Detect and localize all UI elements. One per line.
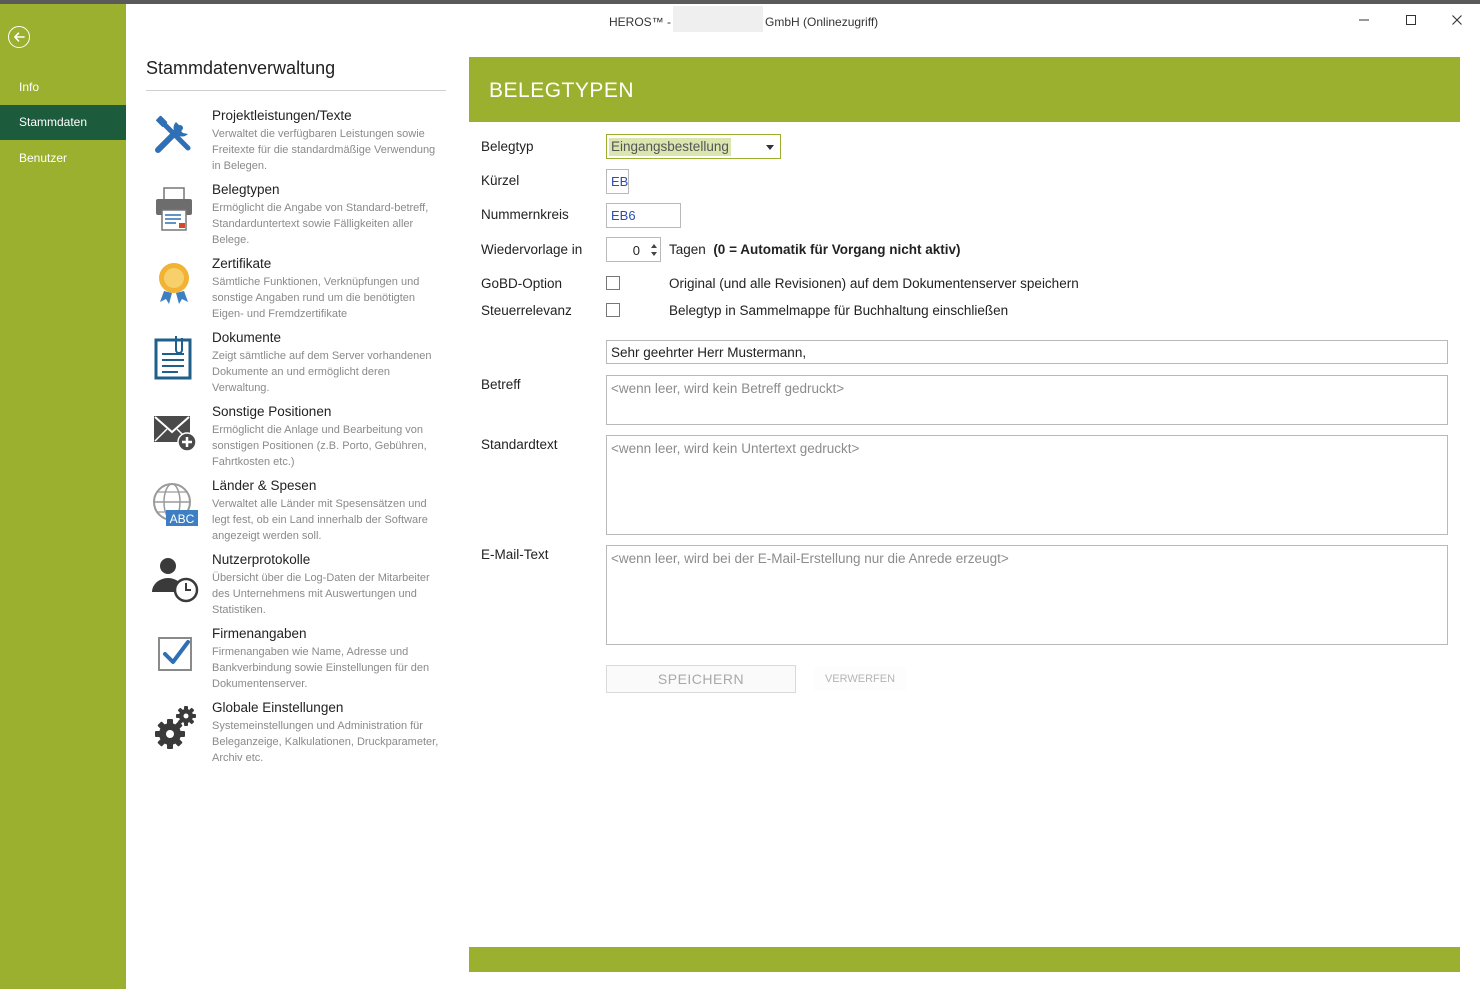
menu-item-title: Dokumente [212,330,282,345]
standardtext-textarea[interactable]: <wenn leer, wird kein Untertext gedruckt> [606,435,1448,535]
steuerrelevanz-checkbox[interactable] [606,303,620,317]
globe-abc-icon [150,480,200,530]
stepper-down-icon[interactable] [651,252,657,256]
footer-band [469,947,1460,972]
sidebar-item-stammdaten[interactable]: Stammdaten [0,105,126,140]
minimize-icon[interactable] [1352,10,1376,32]
menu-item-description: Firmenangaben wie Name, Adresse und Bankverbindung sowie Einstellungen für den Dokumentenserver. [212,646,430,690]
menu-item-title: Sonstige Positionen [212,404,332,419]
window-title-suffix: GmbH (Onlinezugriff) [765,15,879,30]
menu-item-description: Zeigt sämtliche auf dem Server vorhandenen Dokumente an und ermöglicht deren Verwaltung. [212,350,432,394]
title-bar [126,4,1480,40]
menu-item-firmenangaben[interactable] [146,626,446,698]
menu-item-description: Verwaltet alle Länder mit Spesensätzen und legt fest, ob ein Land innerhalb der Software angezeigt werden soll. [212,498,428,542]
menu-item-description: Systemeinstellungen und Administration für Beleganzeige, Kalkulationen, Druckparameter, Archiv etc. [212,720,439,764]
sidebar-item-info[interactable]: Info [19,80,40,94]
discard-button[interactable]: VERWERFEN [814,667,906,691]
mail-add-icon [150,406,200,456]
window-title-prefix: HEROS™ - [609,15,672,30]
sidebar [0,4,126,989]
menu-item-title: Belegtypen [212,182,280,197]
title-divider [146,90,446,91]
printer-icon [150,184,200,234]
document-icon [150,332,200,382]
belegtyp-label: Belegtyp [481,139,534,154]
svg-text:ABC: ABC [169,512,195,526]
kuerzel-label: Kürzel [481,173,520,188]
user-clock-icon [150,554,200,604]
kuerzel-input[interactable]: EB [606,169,629,194]
menu-item-title: Projektleistungen/Texte [212,108,352,123]
nummernkreis-label: Nummernkreis [481,207,569,222]
menu-item-belegtypen[interactable] [146,182,446,254]
save-button[interactable]: SPEICHERN [606,665,796,693]
chevron-down-icon[interactable] [766,145,774,150]
wiedervorlage-value: 0 [632,243,640,258]
menu-item-title: Zertifikate [212,256,272,271]
menu-item-title: Firmenangaben [212,626,307,641]
menu-item-description: Ermöglicht die Angabe von Standard-betreff, Standarduntertext sowie Fälligkeiten aller Belege. [212,202,429,246]
belegtyp-select[interactable] [606,134,781,159]
close-icon[interactable] [1445,10,1469,32]
steuerrelevanz-label: Steuerrelevanz [481,303,572,318]
menu-item-title: Globale Einstellungen [212,700,344,715]
gears-icon [150,702,200,752]
stammdaten-title: Stammdatenverwaltung [146,58,336,78]
menu-item-projektleistungen[interactable] [146,108,446,180]
menu-item-dokumente[interactable] [146,330,446,402]
menu-item-title: Länder & Spesen [212,478,317,493]
belegtyp-selected-value: Eingangsbestellung [611,139,729,154]
wiedervorlage-stepper[interactable] [606,237,661,262]
email-text-label: E-Mail-Text [481,547,549,562]
standardtext-label: Standardtext [481,437,558,452]
sidebar-item-benutzer[interactable]: Benutzer [19,151,68,165]
gobd-checkbox-text: Original (und alle Revisionen) auf dem Dokumentenserver speichern [669,276,1079,291]
wiedervorlage-label: Wiedervorlage in [481,242,583,257]
menu-item-zertifikate[interactable] [146,256,446,328]
window-title [609,14,878,32]
gobd-checkbox[interactable] [606,276,620,290]
tagen-hint: (0 = Automatik für Vorgang nicht aktiv) [713,242,961,257]
tools-icon [150,110,200,160]
menu-item-title: Nutzerprotokolle [212,552,311,567]
menu-item-laender-spesen[interactable] [146,478,446,550]
email-text-textarea[interactable]: <wenn leer, wird bei der E-Mail-Erstellung nur die Anrede erzeugt> [606,545,1448,645]
anrede-input[interactable]: Sehr geehrter Herr Mustermann, [606,340,1448,364]
certificate-icon [150,258,200,308]
maximize-icon[interactable] [1399,10,1423,32]
menu-item-description: Sämtliche Funktionen, Verknüpfungen und sonstige Angaben rund um die benötigten Eigen- und Fremdzertifikate [212,276,420,320]
gobd-label: GoBD-Option [481,276,563,291]
checkbox-icon [150,628,200,678]
belegtypen-header [469,57,1460,122]
menu-item-sonstige-positionen[interactable] [146,404,446,476]
nummernkreis-input[interactable]: EB6 [606,203,681,228]
menu-item-description: Ermöglicht die Anlage und Bearbeitung von sonstigen Positionen (z.B. Porto, Gebühren, Fahrtkosten etc.) [212,424,427,468]
menu-item-globale-einstellungen[interactable] [146,700,446,772]
menu-item-description: Verwaltet die verfügbaren Leistungen sowie Freitexte für die standardmäßige Verwendung in Belegen. [212,128,436,172]
tagen-label: Tagen [669,242,706,257]
belegtypen-header-title: BELEGTYPEN [489,79,635,102]
betreff-textarea[interactable]: <wenn leer, wird kein Betreff gedruckt> [606,375,1448,425]
menu-item-nutzerprotokolle[interactable] [146,552,446,624]
steuerrelevanz-checkbox-text: Belegtyp in Sammelmappe für Buchhaltung einschließen [669,303,1009,318]
menu-item-description: Übersicht über die Log-Daten der Mitarbeiter des Unternehmens mit Auswertungen und Statistiken. [212,572,430,616]
tagen-text [669,242,960,257]
redacted-company-name [673,6,763,32]
back-arrow-icon[interactable] [8,26,30,48]
betreff-label: Betreff [481,377,521,392]
stepper-up-icon[interactable] [651,244,657,248]
